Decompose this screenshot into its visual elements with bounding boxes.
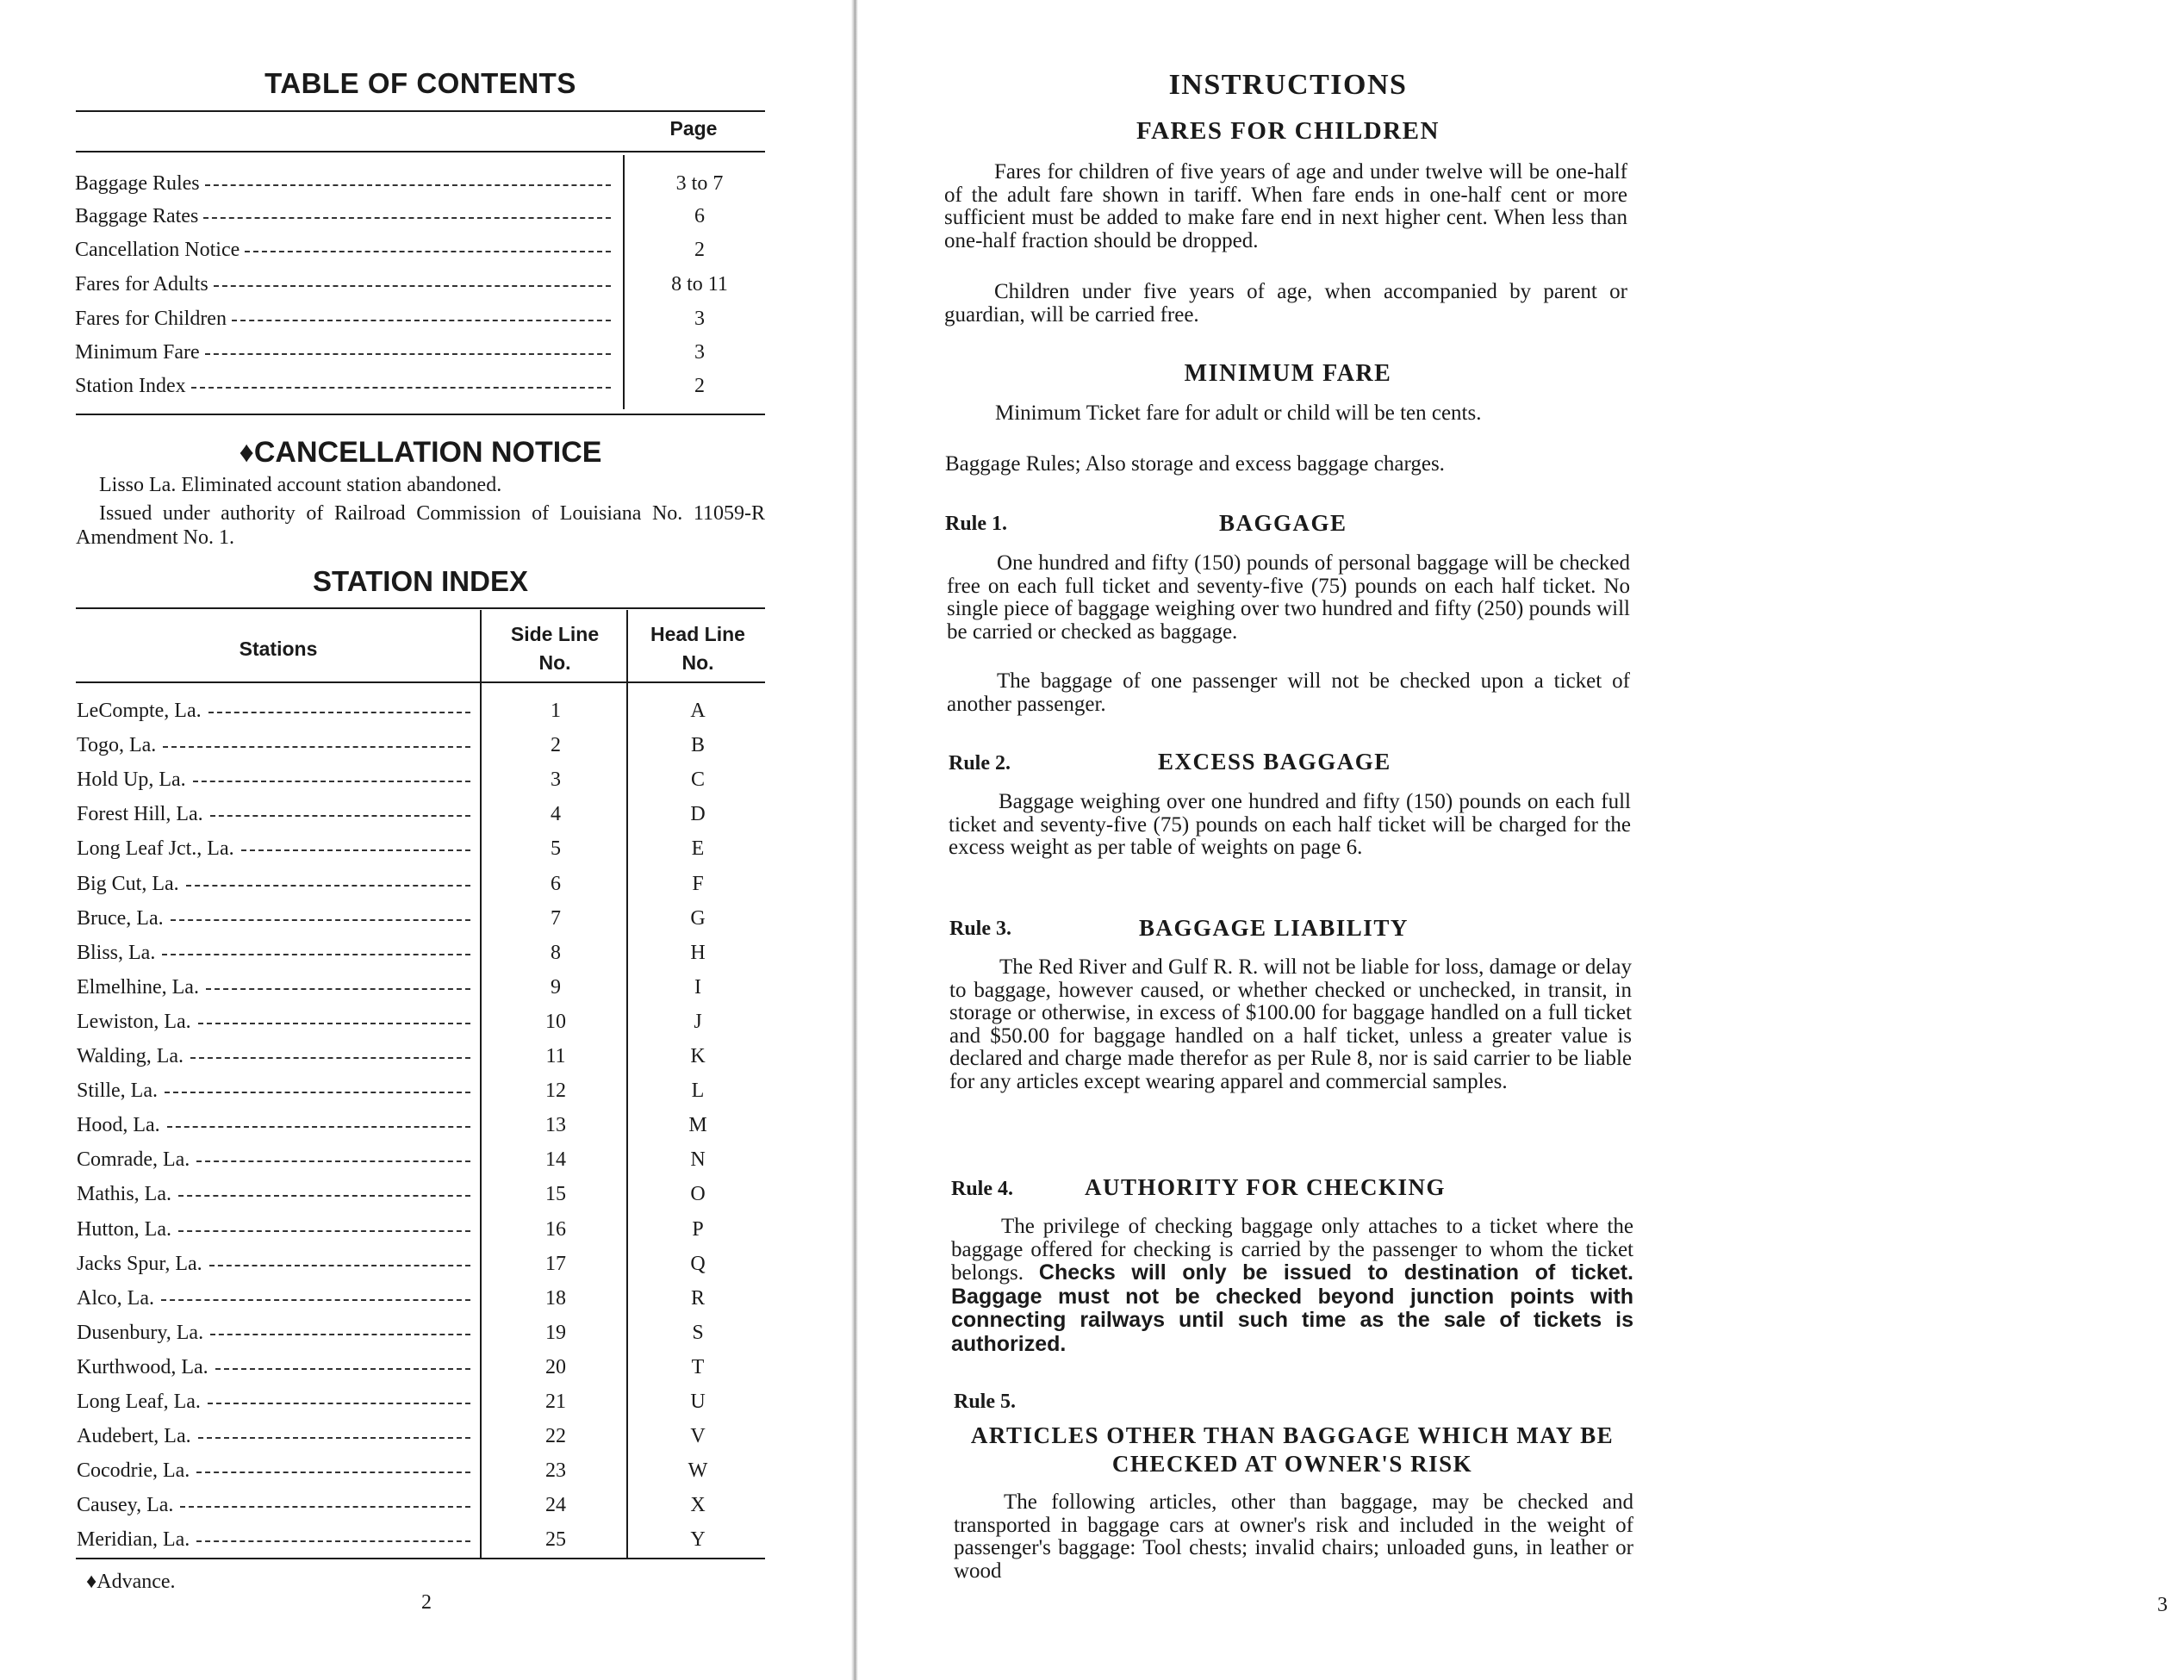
leader-dots	[198, 1437, 470, 1439]
toc-entry-page: 3	[694, 308, 705, 330]
side-line-number: 5	[551, 837, 561, 860]
leader-dots	[178, 1230, 470, 1232]
rule-5-label: Rule 5.	[954, 1391, 1016, 1413]
toc-bottom-rule	[76, 414, 765, 415]
rule-4-text: The privilege of checking baggage only attaches to a ticket where the baggage offered for checking is carried by the passenger to whom the ticket belongs.	[951, 1215, 1633, 1285]
head-line-letter: M	[688, 1114, 707, 1136]
station-row	[77, 734, 473, 768]
index-column-divider	[480, 610, 482, 1558]
leader-dots	[215, 1368, 470, 1370]
station-name: Big Cut, La.	[77, 873, 179, 895]
station-row	[77, 907, 473, 942]
rule-5-title: ARTICLES OTHER THAN BAGGAGE WHICH MAY BE CHECKED AT OWNER'S RISK	[970, 1422, 1615, 1477]
toc-entry-label: Station Index	[75, 375, 186, 397]
leader-dots	[205, 184, 611, 186]
head-line-letter: D	[690, 803, 706, 825]
side-line-number: 17	[545, 1253, 566, 1275]
head-line-letter: H	[690, 942, 706, 964]
station-row	[77, 1425, 473, 1459]
station-name: Hutton, La.	[77, 1218, 171, 1241]
toc-entry-page: 2	[694, 375, 705, 397]
station-name: Lewiston, La.	[77, 1011, 191, 1033]
baggage-rules-note: Baggage Rules; Also storage and excess baggage charges.	[945, 452, 1445, 476]
station-row	[77, 1218, 473, 1253]
station-name: Causey, La.	[77, 1494, 174, 1516]
head-line-letter: U	[690, 1391, 706, 1413]
station-name: Audebert, La.	[77, 1425, 191, 1447]
leader-dots	[203, 217, 611, 219]
rule-2-paragraph: Baggage weighing over one hundred and fifty (150) pounds on each full ticket and seventy-five (75) pounds on each half ticket will be charged for the excess weight as per table of weights on page 6.	[949, 790, 1631, 859]
head-line-letter: R	[690, 1287, 705, 1310]
leader-dots	[214, 285, 611, 287]
head-line-letter: L	[691, 1080, 705, 1102]
station-name: Jacks Spur, La.	[77, 1253, 202, 1275]
toc-entry-label: Minimum Fare	[75, 341, 200, 364]
minimum-fare-paragraph: Minimum Ticket fare for adult or child will be ten cents.	[995, 401, 1482, 425]
leader-dots	[205, 353, 611, 355]
station-name: Kurthwood, La.	[77, 1356, 208, 1378]
advance-footnote: ♦Advance.	[86, 1571, 176, 1593]
leader-dots	[196, 1472, 470, 1473]
head-line-letter: T	[691, 1356, 705, 1378]
cancellation-title: ♦CANCELLATION NOTICE	[239, 436, 602, 469]
toc-entry-page: 6	[694, 205, 705, 227]
station-row	[77, 837, 473, 872]
station-row	[77, 700, 473, 734]
station-row	[77, 1459, 473, 1494]
leader-dots	[196, 1160, 470, 1162]
station-name: LeCompte, La.	[77, 700, 202, 722]
side-line-number: 24	[545, 1494, 566, 1516]
rule-3-title: BAGGAGE LIABILITY	[1139, 915, 1409, 941]
station-row	[77, 1356, 473, 1391]
leader-dots	[206, 988, 470, 990]
head-line-letter: I	[694, 976, 701, 999]
station-row	[77, 1080, 473, 1114]
station-name: Alco, La.	[77, 1287, 154, 1310]
station-row	[77, 1322, 473, 1356]
side-line-number: 8	[551, 942, 561, 964]
index-top-rule	[76, 607, 765, 609]
book-gutter	[851, 0, 858, 1680]
head-line-letter: F	[692, 873, 704, 895]
head-line-letter: J	[694, 1011, 702, 1033]
head-line-letter: G	[690, 907, 706, 930]
head-line-letter: Q	[690, 1253, 706, 1275]
station-name: Mathis, La.	[77, 1183, 171, 1205]
page-number: 3	[2157, 1594, 2168, 1616]
head-line-letter: A	[690, 700, 706, 722]
head-line-letter: S	[692, 1322, 704, 1344]
leader-dots	[180, 1506, 470, 1508]
station-row	[77, 1391, 473, 1425]
toc-entry-label: Baggage Rates	[75, 205, 199, 227]
toc-top-rule	[76, 110, 765, 112]
station-name: Comrade, La.	[77, 1148, 190, 1171]
children-fares-paragraph: Fares for children of five years of age and under twelve will be one-half of the adult fare shown in tariff. When fare ends in one-half cent or more sufficient must be added to make fare end in next higher cent. When less than one-half fraction should be dropped.	[944, 160, 1627, 252]
side-line-number: 13	[545, 1114, 566, 1136]
page-number: 2	[421, 1591, 432, 1614]
head-line-letter: C	[690, 768, 705, 791]
rule-3-label: Rule 3.	[949, 918, 1011, 940]
station-row	[77, 1253, 473, 1287]
station-name: Stille, La.	[77, 1080, 158, 1102]
leader-dots	[196, 1540, 470, 1542]
head-line-letter: B	[690, 734, 705, 756]
station-row	[77, 976, 473, 1011]
rule-4-label: Rule 4.	[951, 1178, 1013, 1200]
station-row	[77, 1114, 473, 1148]
toc-page-header: Page	[669, 117, 718, 140]
station-row	[77, 942, 473, 976]
rule-2-title: EXCESS BAGGAGE	[1158, 749, 1391, 775]
leader-dots	[163, 746, 470, 748]
toc-entry[interactable]	[75, 375, 616, 404]
toc-entry-page: 3 to 7	[675, 172, 724, 195]
leader-dots	[193, 781, 470, 782]
station-name: Hold Up, La.	[77, 768, 186, 791]
side-line-number: 3	[551, 768, 561, 791]
station-row	[77, 1148, 473, 1183]
side-line-number: 18	[545, 1287, 566, 1310]
leader-dots	[210, 1334, 470, 1335]
toc-entry-label: Fares for Children	[75, 308, 227, 330]
index-header-rule	[76, 681, 765, 683]
leader-dots	[167, 1126, 470, 1128]
leader-dots	[186, 885, 470, 887]
toc-header-rule	[76, 151, 765, 152]
station-row	[77, 768, 473, 803]
leader-dots	[198, 1023, 470, 1024]
leader-dots	[208, 712, 470, 713]
toc-entry[interactable]	[75, 273, 616, 302]
head-line-letter: Y	[690, 1528, 706, 1551]
side-line-number: 12	[545, 1080, 566, 1102]
cancellation-line: Lisso La. Eliminated account station abandoned.	[99, 474, 502, 496]
toc-entry-page: 8 to 11	[671, 273, 728, 296]
left-page	[0, 0, 849, 1680]
side-line-number: 20	[545, 1356, 566, 1378]
station-name: Walding, La.	[77, 1045, 184, 1067]
station-name: Dusenbury, La.	[77, 1322, 204, 1344]
index-bottom-rule	[76, 1558, 765, 1559]
leader-dots	[191, 387, 611, 389]
children-free-paragraph: Children under five years of age, when accompanied by parent or guardian, will be carried free.	[944, 280, 1627, 327]
rule-1-paragraph-2: The baggage of one passenger will not be checked upon a ticket of another passenger.	[947, 669, 1630, 716]
station-row	[77, 1287, 473, 1322]
leader-dots	[161, 1299, 470, 1301]
rule-4-emphasis: Checks will only be issued to destination of ticket. Baggage must not be checked beyond junction points with connecting railways until such time as the sale of tickets is authorized.	[951, 1260, 1634, 1356]
side-line-number: 19	[545, 1322, 566, 1344]
children-fares-heading: FARES FOR CHILDREN	[1136, 117, 1440, 145]
station-name: Elmelhine, La.	[77, 976, 199, 999]
side-line-number: 10	[545, 1011, 566, 1033]
head-line-letter: K	[690, 1045, 706, 1067]
station-name: Togo, La.	[77, 734, 157, 756]
toc-entry-label: Baggage Rules	[75, 172, 200, 195]
side-line-number: 23	[545, 1459, 566, 1482]
toc-entry-page: 2	[694, 239, 705, 261]
side-line-number: 9	[551, 976, 561, 999]
toc-entry-page: 3	[694, 341, 705, 364]
side-line-number: 11	[545, 1045, 566, 1067]
right-page	[862, 0, 2168, 1680]
station-name: Long Leaf, La.	[77, 1391, 201, 1413]
toc-title: TABLE OF CONTENTS	[264, 67, 576, 99]
station-row	[77, 1183, 473, 1217]
rule-1-label: Rule 1.	[945, 513, 1007, 535]
leader-dots	[208, 1403, 470, 1404]
station-row	[77, 1494, 473, 1528]
rule-1-paragraph: One hundred and fifty (150) pounds of personal baggage will be checked free on each full ticket and seventy-five (75) pounds on each half ticket. No single piece of baggage weighing over two hundred and fifty (250) pounds will be carried or checked as baggage.	[947, 551, 1630, 644]
toc-entry-label: Fares for Adults	[75, 273, 208, 296]
leader-dots	[210, 815, 470, 817]
side-line-number: 1	[551, 700, 561, 722]
toc-entry[interactable]	[75, 341, 616, 370]
side-line-number: 2	[551, 734, 561, 756]
rule-1-title: BAGGAGE	[1219, 510, 1347, 536]
minimum-fare-heading: MINIMUM FARE	[1184, 360, 1392, 387]
leader-dots	[171, 919, 470, 921]
station-row	[77, 803, 473, 837]
leader-dots	[178, 1195, 470, 1197]
leader-dots	[245, 251, 611, 252]
side-line-number: 4	[551, 803, 561, 825]
head-line-column-header: Head Line No.	[650, 623, 745, 674]
leader-dots	[241, 849, 470, 851]
rule-4-title: AUTHORITY FOR CHECKING	[1085, 1174, 1447, 1200]
station-name: Hood, La.	[77, 1114, 160, 1136]
toc-entry[interactable]	[75, 239, 616, 268]
instructions-title: INSTRUCTIONS	[1168, 69, 1408, 101]
side-line-number: 21	[545, 1391, 566, 1413]
side-line-number: 22	[545, 1425, 566, 1447]
station-name: Bliss, La.	[77, 942, 156, 964]
toc-entry[interactable]	[75, 172, 616, 202]
side-line-number: 15	[545, 1183, 566, 1205]
station-row	[77, 873, 473, 907]
side-line-column-header: Side Line No.	[510, 623, 600, 674]
leader-dots	[232, 320, 611, 321]
station-name: Forest Hill, La.	[77, 803, 203, 825]
toc-entry[interactable]	[75, 205, 616, 234]
leader-dots	[209, 1265, 470, 1266]
head-line-letter: W	[688, 1459, 708, 1482]
station-row	[77, 1045, 473, 1080]
side-line-number: 16	[545, 1218, 566, 1241]
rule-3-paragraph: The Red River and Gulf R. R. will not be liable for loss, damage or delay to baggage, however caused, or whether checked or unchecked, in transit, in storage or otherwise, in excess of $100.00 for baggage handled on a full ticket and $50.00 for baggage handled on a half ticket, unless a greater value is declared and charge made therefor as per Rule 8, nor is said carrier to be liable for any articles except wearing apparel and commercial samples.	[949, 955, 1632, 1093]
leader-dots	[165, 1092, 470, 1093]
station-name: Cocodrie, La.	[77, 1459, 190, 1482]
head-line-letter: O	[690, 1183, 706, 1205]
side-line-number: 14	[545, 1148, 566, 1171]
rule-5-paragraph: The following articles, other than baggage, may be checked and transported in baggage cars at owner's risk and included in the weight of passenger's baggage: Tool chests; invalid chairs; unloaded guns, in leather or wood	[954, 1490, 1633, 1583]
rule-2-label: Rule 2.	[949, 752, 1011, 775]
station-row	[77, 1011, 473, 1045]
toc-column-divider	[623, 155, 625, 409]
station-name: Meridian, La.	[77, 1528, 190, 1551]
station-name: Long Leaf Jct., La.	[77, 837, 234, 860]
leader-dots	[162, 954, 470, 955]
station-name: Bruce, La.	[77, 907, 164, 930]
head-line-letter: P	[692, 1218, 704, 1241]
stations-column-header: Stations	[239, 637, 318, 660]
side-line-number: 7	[551, 907, 561, 930]
station-index-title: STATION INDEX	[313, 565, 528, 597]
head-line-letter: E	[691, 837, 705, 860]
head-line-letter: X	[690, 1494, 706, 1516]
rule-4-paragraph	[951, 1216, 1633, 1356]
toc-entry[interactable]	[75, 308, 616, 337]
leader-dots	[190, 1057, 470, 1059]
toc-entry-label: Cancellation Notice	[75, 239, 240, 261]
head-line-letter: N	[690, 1148, 706, 1171]
side-line-number: 25	[545, 1528, 566, 1551]
head-line-letter: V	[690, 1425, 706, 1447]
side-line-number: 6	[551, 873, 561, 895]
cancellation-authority: Issued under authority of Railroad Commission of Louisiana No. 11059-R Amendment No. 1.	[76, 502, 765, 549]
